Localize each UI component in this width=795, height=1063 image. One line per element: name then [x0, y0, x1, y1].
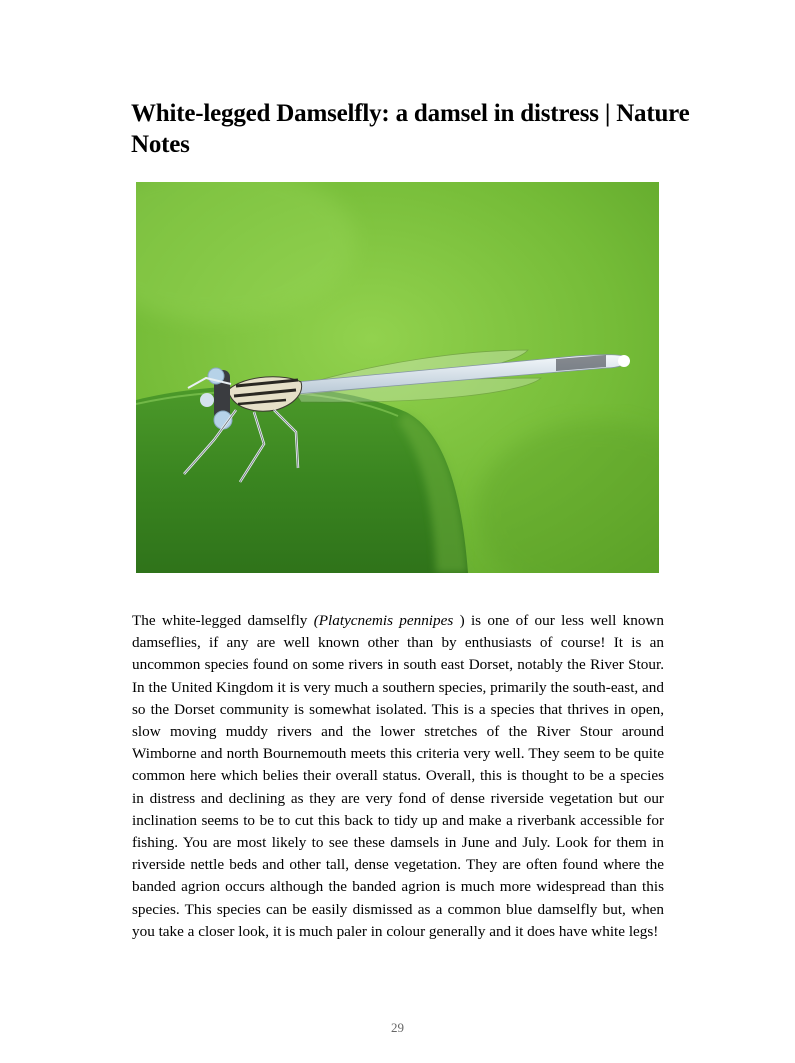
- article-body: [132, 610, 664, 943]
- damselfly-photo-icon: [136, 182, 659, 573]
- page-number: 29: [391, 1020, 404, 1035]
- species-name: (Platycnemis pennipes: [313, 612, 454, 629]
- article-text: ) is one of our less well known damseflies, if any are well known other than by enthusiasts of course! It is an uncommon species found on some rivers in south east Dorset, notably the River Stour. In the United Kingdom it is very much a southern species, primarily the south-east, and so the Dorset community is somewhat isolated. This is a species that thrives in open, slow moving muddy rivers and the lower stretches of the River Stour around Wimborne and north Bournemouth meets this criteria very well. They seem to be quite common here which belies their overall status. Overall, this is thought to be a species in distress and declining as they are very fond of dense riverside vegetation but our inclination seems to be to cut this back to tidy up and make a riverbank accessible for fishing. You are most likely to see these damsels in June and July. Look for them in riverside nettle beds and other tall, dense vegetation. They are often found where the banded agrion occurs although the banded agrion is much more widespread than this species. This species can be easily dismissed as a common blue damselfly but, when you take a closer look, it is much paler in colour generally and it does have white legs!: [132, 612, 664, 940]
- page-title: White-legged Damselfly: a damsel in distress | Nature Notes: [131, 100, 690, 158]
- damselfly-photo: [136, 182, 659, 573]
- article-intro: The white-legged damselfly: [132, 612, 314, 629]
